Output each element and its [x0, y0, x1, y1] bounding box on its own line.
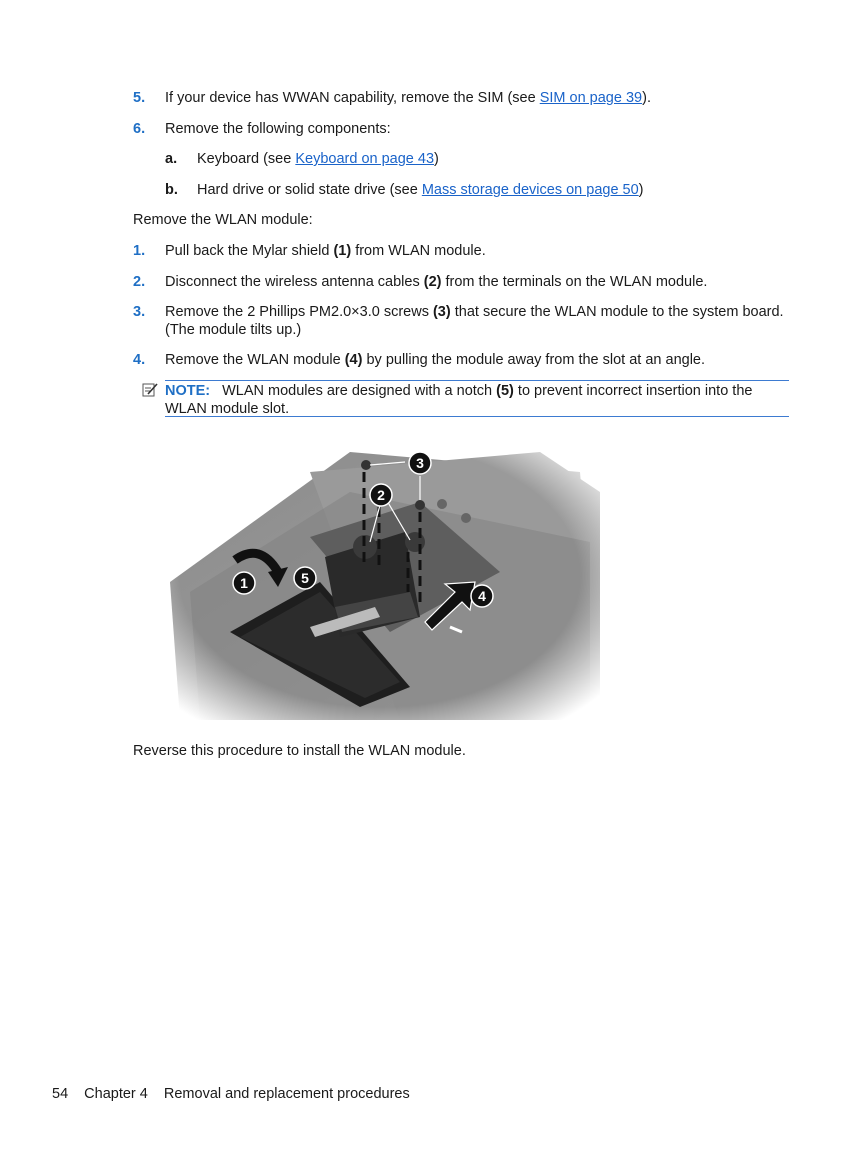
step-text: [165, 242, 790, 260]
callout-ref: (1): [333, 243, 352, 259]
callout-ref: (2): [423, 274, 442, 290]
step-number: 6.: [133, 121, 146, 137]
remove-wlan-heading: Remove the WLAN module:: [133, 212, 313, 228]
sim-link[interactable]: SIM on page 39: [539, 90, 643, 106]
step-number: 2.: [133, 274, 146, 290]
note-text: [165, 382, 785, 418]
closing-text: Reverse this procedure to install the WLAN module.: [133, 743, 466, 759]
step-text-pre: Disconnect the wireless antenna cables: [165, 274, 424, 290]
step-number: 4.: [133, 352, 146, 368]
chapter-title: Removal and replacement procedures: [163, 1086, 410, 1102]
step-text-pre: Remove the 2 Phillips PM2.0×3.0 screws: [165, 304, 433, 320]
note-text-post: to prevent incorrect insertion into the WLAN module slot.: [165, 383, 753, 417]
wlan-removal-illustration: [160, 432, 600, 720]
step-text: [165, 273, 790, 291]
step-number: 3.: [133, 304, 146, 320]
step-text-post: ).: [642, 90, 651, 106]
step-text-post: from the terminals on the WLAN module.: [441, 274, 708, 290]
note-text-pre: WLAN modules are designed with a notch: [222, 383, 497, 399]
substep-text-pre: Hard drive or solid state drive (see: [197, 182, 422, 198]
step-text-pre: If your device has WWAN capability, remove the SIM (see: [165, 90, 540, 106]
page-footer: [52, 1086, 422, 1102]
note-box: [142, 380, 789, 417]
step-text: [165, 303, 790, 339]
substep-letter: b.: [165, 182, 178, 198]
substep-text-post: ): [638, 182, 644, 198]
step-text-post: by pulling the module away from the slot at an angle.: [362, 352, 706, 368]
page-number: 54: [52, 1086, 69, 1102]
substep-letter: a.: [165, 151, 178, 167]
step-text-post: from WLAN module.: [351, 243, 486, 259]
step-text-pre: Remove the WLAN module: [165, 352, 345, 368]
note-label: NOTE:: [165, 383, 211, 399]
step-text-post: that secure the WLAN module to the system board. (The module tilts up.): [165, 304, 784, 338]
callout-ref: (5): [496, 383, 514, 399]
substep-text: [197, 150, 787, 168]
keyboard-link[interactable]: Keyboard on page 43: [295, 151, 435, 167]
step-text: Remove the following components:: [165, 121, 391, 137]
chapter-label: Chapter 4: [84, 1086, 148, 1102]
step-text-pre: Pull back the Mylar shield: [165, 243, 334, 259]
substep-text: [197, 181, 787, 199]
step-text: [165, 351, 790, 369]
substep-text-pre: Keyboard (see: [197, 151, 296, 167]
step-number: 5.: [133, 90, 146, 106]
callout-ref: (3): [432, 304, 451, 320]
mass-storage-link[interactable]: Mass storage devices on page 50: [421, 182, 639, 198]
note-rule-bottom: [165, 416, 789, 417]
step-text: [165, 89, 790, 107]
step-number: 1.: [133, 243, 146, 259]
note-rule-top: [165, 380, 789, 381]
callout-ref: (4): [344, 352, 363, 368]
substep-text-post: ): [434, 151, 439, 167]
note-pencil-icon: [142, 382, 158, 398]
